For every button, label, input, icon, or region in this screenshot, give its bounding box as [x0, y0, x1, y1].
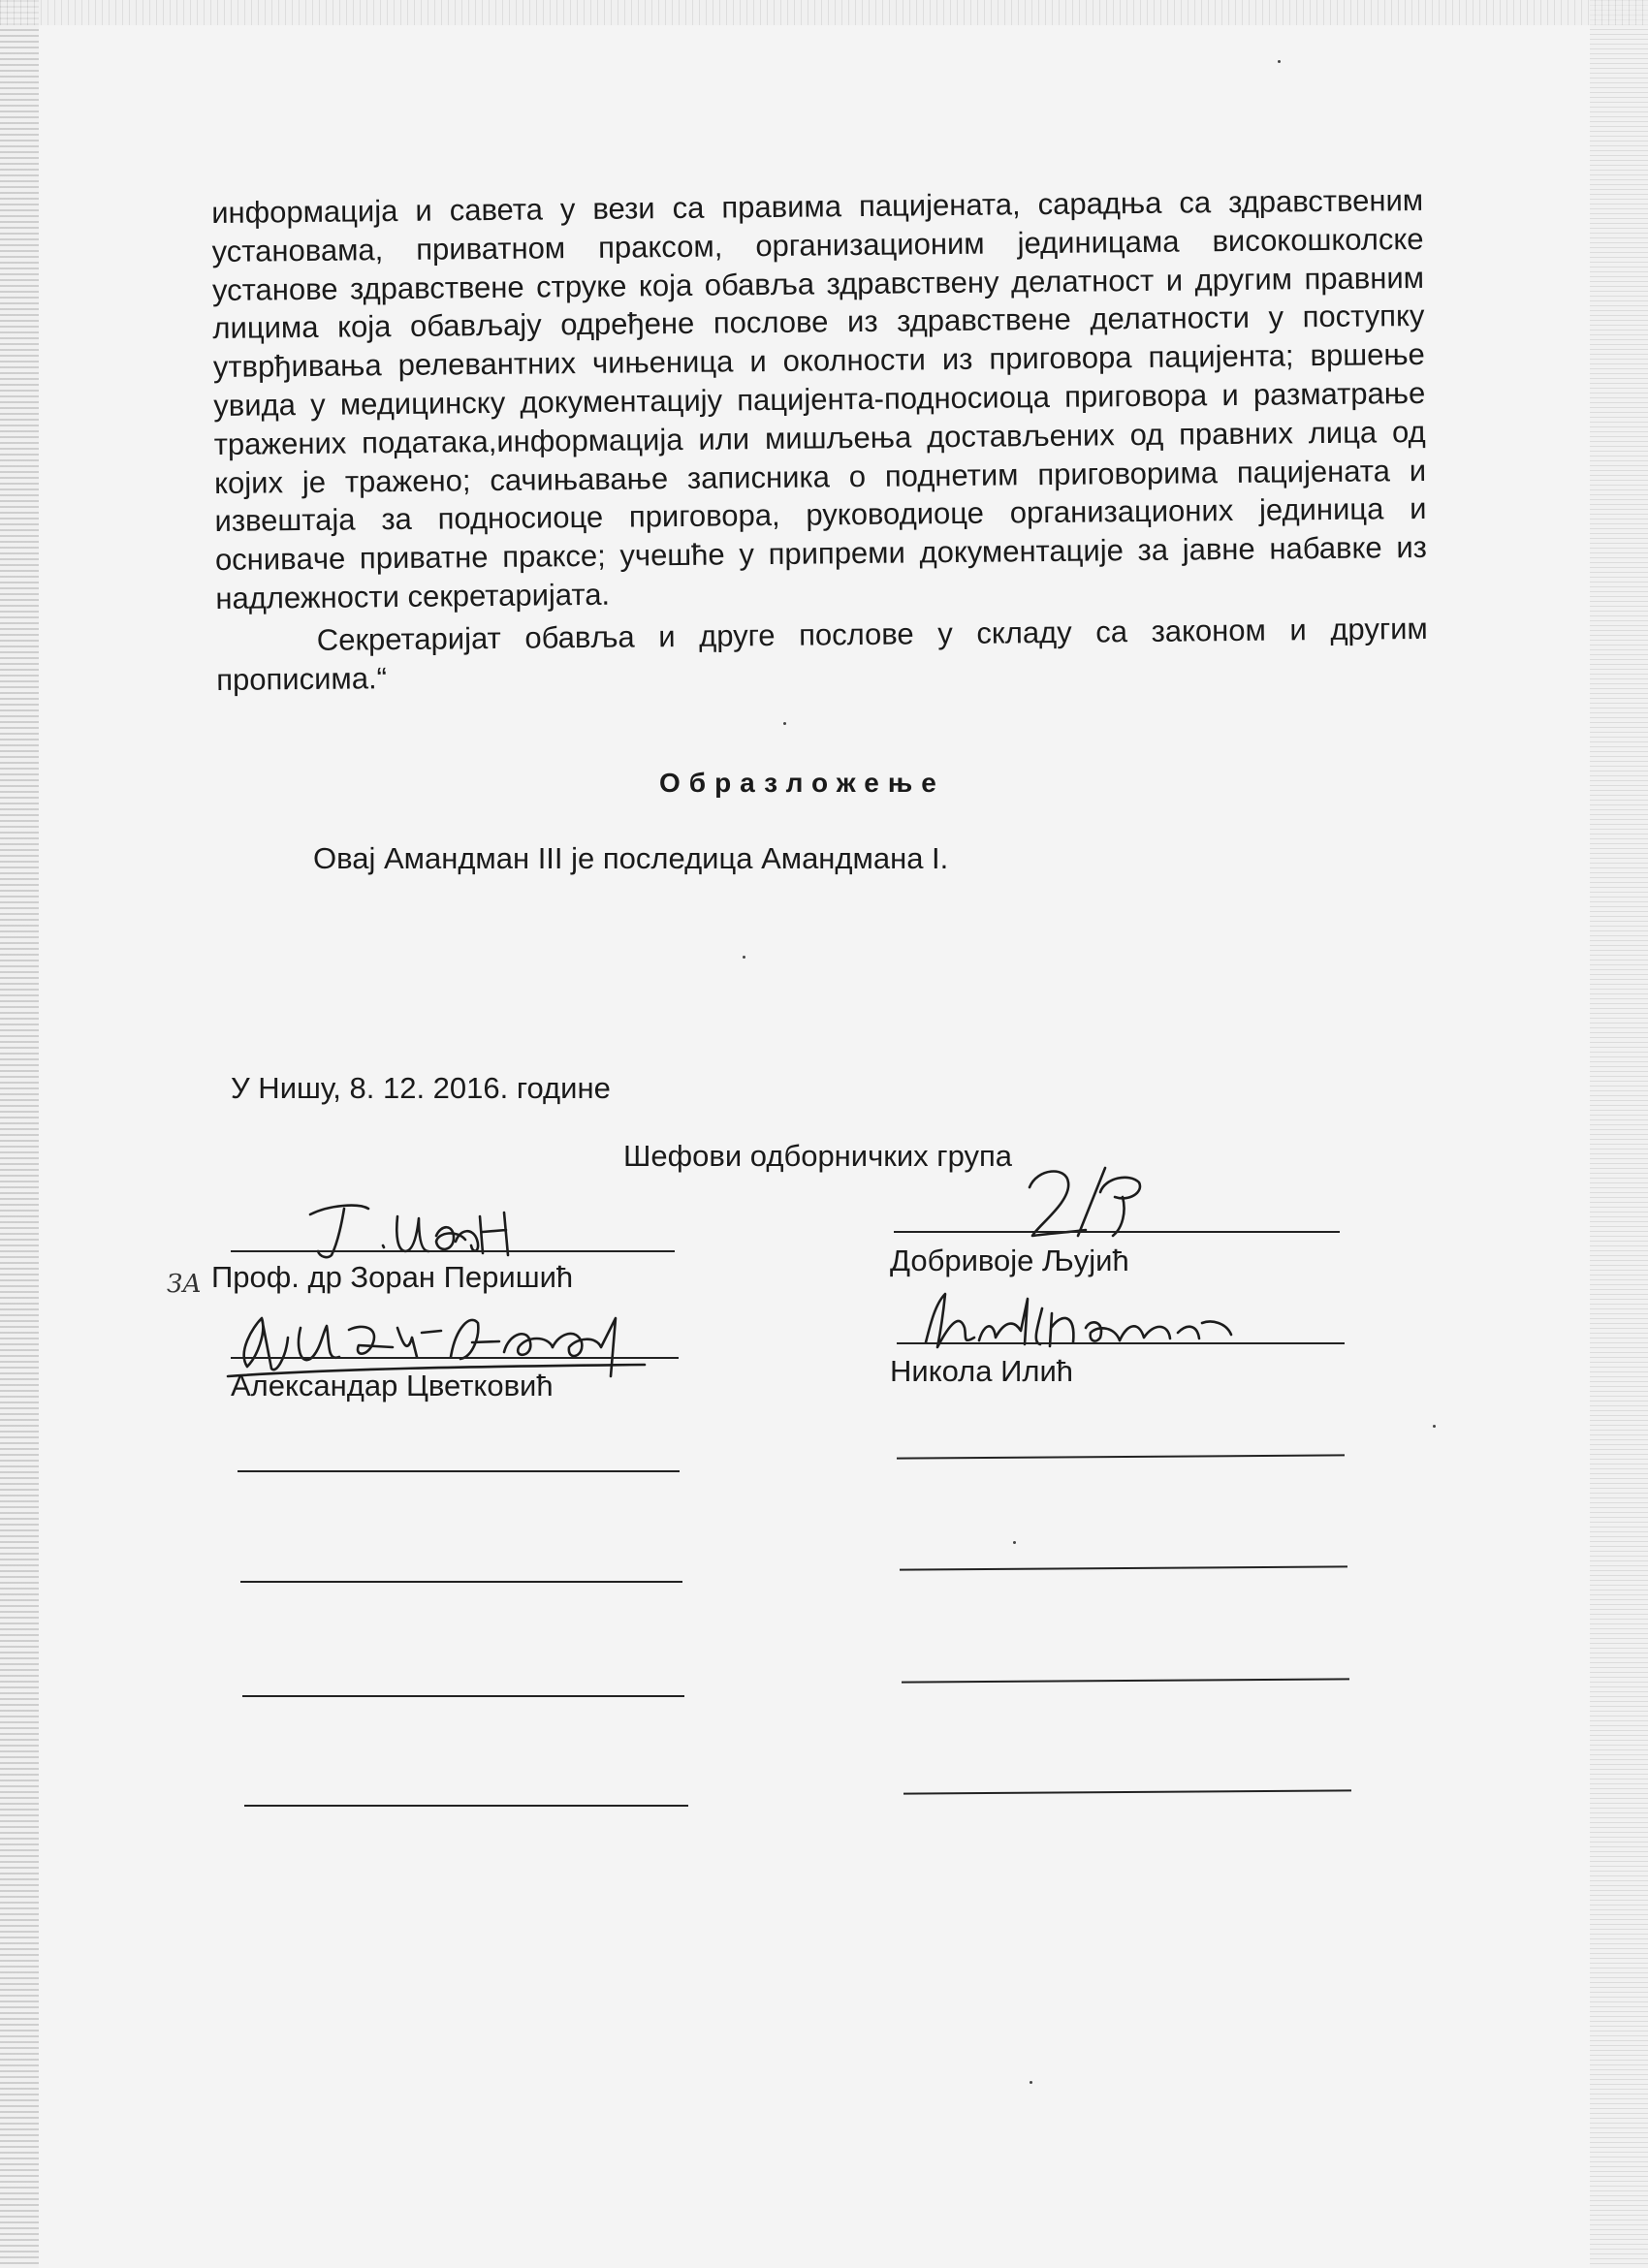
group-heads-title: Шефови одборничких група: [623, 1139, 1012, 1173]
signatory-right-1: Добривоје Љујић: [890, 1244, 1129, 1277]
scan-edge-right: [1590, 0, 1648, 2268]
blank-signature-line: [242, 1695, 684, 1697]
place-and-date: У Нишу, 8. 12. 2016. године: [231, 1071, 611, 1105]
scan-speck: [1013, 1541, 1016, 1544]
blank-signature-line: [240, 1581, 682, 1583]
signatory-left-2: Александар Цветковић: [231, 1369, 554, 1402]
blank-signature-line: [244, 1805, 688, 1807]
blank-signature-line: [897, 1454, 1345, 1459]
za-note: ЗА: [167, 1270, 202, 1299]
scan-speck: [1278, 60, 1281, 63]
signature-line-left-1: [231, 1250, 675, 1252]
signature-line-right-1: [894, 1231, 1340, 1233]
scan-edge-top: [0, 0, 1648, 25]
signature-ilic: [906, 1284, 1265, 1362]
scan-speck: [1030, 2081, 1032, 2084]
paragraph-2: Секретаријат обавља и друге послове у складу са законом и другим прописима.“: [216, 611, 1428, 697]
scan-speck: [743, 956, 745, 959]
paragraph-1: информација и савета у вези са правима пацијената, сарадња са здравственим установама, приватном праксом, организационим јединицама високошколске установе здравствене струке која обавља здравствену делатност и другим правним лицима која обављају одређене послове из здравствене делатности у поступку утврђивања релевантних чињеница и околности из приговора пацијента; вршење увида у медицинску документацију пацијента-подносиоца приговора и разматрање тражених података,информација или мишљења достављених од правних лица од којих је тражено; сачињавање записника о поднетим приговорима пацијената и извештаја за подносиоце приговора, руководиоце организационих јединица и оснивaче приватне праксе; учешће у припреми документације за јавне набавке из надлежности секретаријата.: [211, 182, 1428, 615]
signature-line-left-2: [231, 1357, 679, 1359]
signatory-right-2: Никола Илић: [890, 1354, 1074, 1388]
explanation-text: Овај Амандман III је последица Амандмана I.: [313, 841, 949, 875]
signature-line-right-2: [897, 1342, 1345, 1344]
scan-edge-left: [0, 0, 39, 2268]
signature-ivan: [291, 1197, 514, 1265]
blank-signature-line: [900, 1565, 1347, 1570]
heading-explanation: Образложење: [659, 768, 945, 798]
scan-speck: [783, 722, 786, 725]
blank-signature-line: [902, 1678, 1349, 1683]
blank-signature-line: [903, 1789, 1351, 1794]
blank-signature-line: [238, 1470, 680, 1472]
scan-speck: [1433, 1425, 1436, 1428]
signatory-left-1: Проф. др Зоран Перишић: [211, 1260, 574, 1294]
body-text: [211, 181, 1428, 699]
